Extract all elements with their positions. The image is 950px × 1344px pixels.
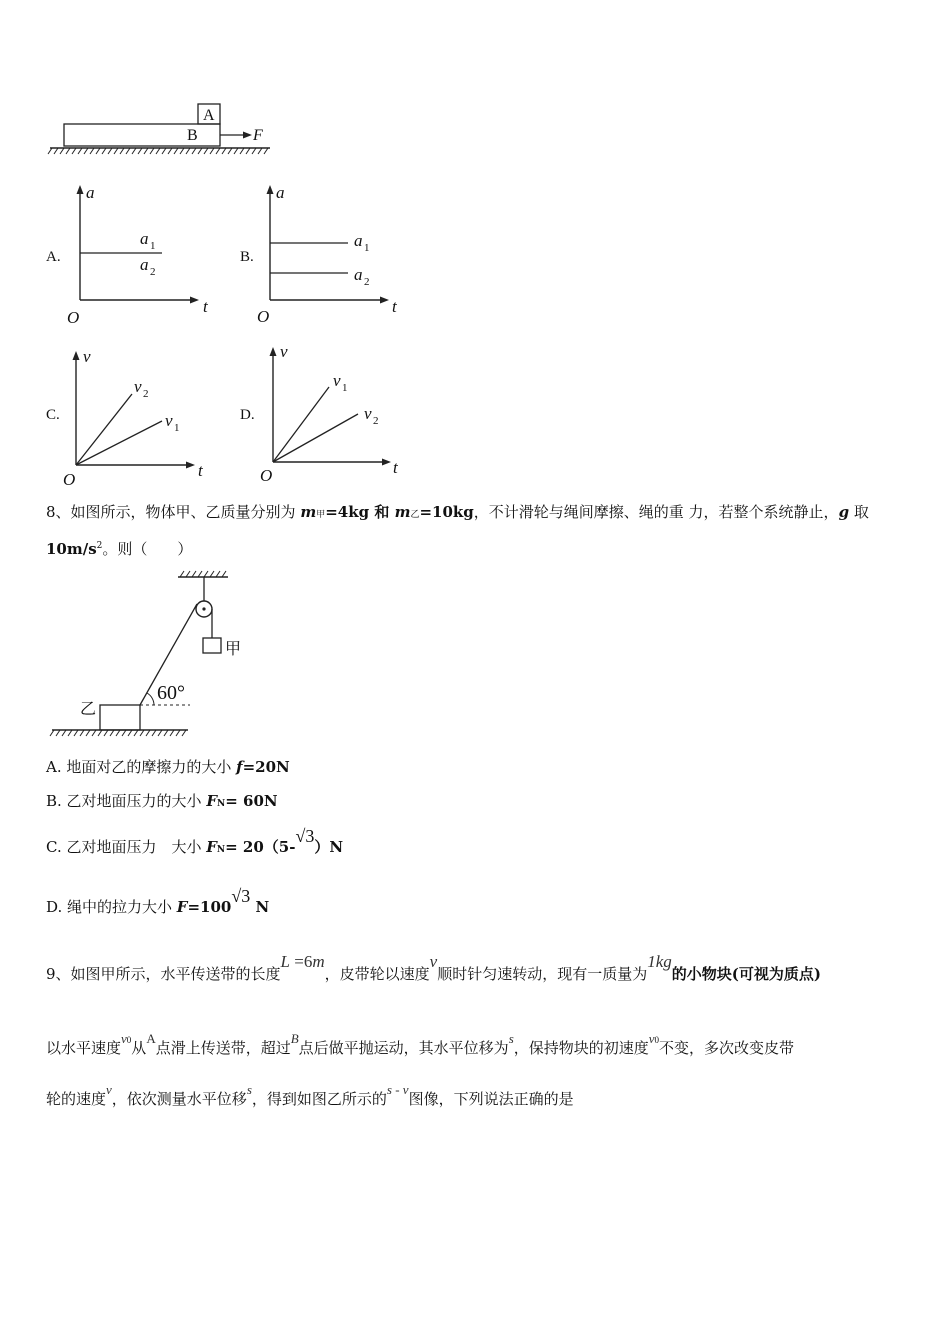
q8-option-d-value: =100 — [187, 898, 232, 916]
q8-option-b-sub: N — [216, 799, 226, 809]
q9-var-s2: s — [246, 1082, 252, 1097]
q8-option-d-sqrt: √3 — [231, 886, 251, 906]
label-a1: a — [354, 231, 363, 250]
q8-option-c-sub: N — [216, 845, 226, 855]
x-axis-label: t — [392, 297, 397, 316]
origin-label: O — [257, 307, 270, 326]
q8-g-sup: 2 — [96, 541, 103, 551]
label-a1-sub: 1 — [150, 240, 156, 252]
q9-line2 — [46, 1027, 795, 1057]
floor-hatch — [50, 730, 186, 736]
label-a2-sub: 2 — [364, 276, 370, 288]
q8-option-b-var: F — [206, 792, 217, 810]
q8-sub-jia: 甲 — [316, 510, 326, 520]
label-v2-sub: 2 — [143, 388, 149, 400]
label-a1: a — [140, 229, 149, 248]
q9-var-s: s — [508, 1031, 514, 1046]
q9-var-v0b: v — [648, 1031, 655, 1046]
q9-var-v2: v — [106, 1082, 112, 1097]
q9-text-13: ，得到如图乙所示的 — [251, 1090, 387, 1108]
mass-jia-box — [203, 638, 221, 653]
q8-text: 8、如图所示，物体甲、乙质量分别为 — [46, 503, 301, 521]
force-label: F — [253, 127, 263, 144]
q8-g-value: 10m/s — [46, 540, 97, 558]
option-d-letter[interactable]: D. — [240, 407, 255, 423]
q9-line3 — [46, 1078, 574, 1108]
q9-var-v0-sub: 0 — [126, 1035, 132, 1045]
q9-var-L: L — [280, 952, 291, 971]
origin-label: O — [67, 308, 80, 327]
q8-var-g: g — [838, 503, 850, 521]
mass-yi-label: 乙 — [80, 699, 97, 718]
x-axis-label: t — [393, 458, 398, 477]
q8-sub-yi: 乙 — [410, 510, 420, 520]
q8-option-a-text: A. 地面对乙的摩擦力的大小 — [46, 758, 237, 776]
origin-label: O — [63, 470, 76, 489]
q9-text-1: 9、如图甲所示，水平传送带的长度 — [46, 965, 281, 983]
q8-option-d-text: D. 绳中的拉力大小 — [46, 898, 177, 916]
q9-text-3: 顺时针匀速转动，现有一质量为 — [437, 965, 648, 983]
y-axis-label: v — [280, 342, 288, 361]
q9-text-12: ，依次测量水平位移 — [111, 1090, 247, 1108]
y-axis-label: v — [83, 347, 91, 366]
q9-text-4: 的小物块(可视为质点) — [671, 965, 821, 983]
q9-text-6: 从 — [131, 1039, 147, 1057]
label-v1-sub: 1 — [174, 422, 180, 434]
x-axis-label: t — [198, 461, 203, 480]
q8-option-b-value: = 60N — [225, 792, 278, 810]
q8-option-d[interactable] — [46, 886, 270, 916]
label-a1-sub: 1 — [364, 242, 370, 254]
q9-var-v0: v — [121, 1031, 127, 1046]
q9-text-5: 以水平速度 — [46, 1039, 122, 1057]
angle-arc — [147, 693, 154, 705]
q8-text-2: ，不计滑轮与绳间摩擦、绳的重 力，若整个系统静止， — [473, 503, 839, 521]
label-v2: v — [364, 404, 372, 423]
block-a-label: A — [203, 107, 215, 124]
q8-option-c[interactable] — [46, 826, 344, 856]
q8-var-m: m — [300, 503, 317, 521]
q8-text-3: 取 — [849, 503, 869, 521]
q9-sv-label: s - v — [386, 1082, 409, 1097]
option-b-letter[interactable]: B. — [240, 249, 254, 265]
label-v1: v — [165, 411, 173, 430]
q8-option-c-var: F — [206, 838, 217, 856]
q8-option-a[interactable] — [46, 756, 290, 777]
q8-option-a-value: =20N — [242, 758, 290, 776]
q9-line1 — [46, 951, 821, 983]
label-a2-sub: 2 — [150, 266, 156, 278]
q9-text-2: ，皮带轮以速度 — [324, 965, 430, 983]
q9-text-9: ，保持物块的初速度 — [513, 1039, 649, 1057]
label-v1-sub: 1 — [342, 382, 348, 394]
q8-mass-yi: =10kg — [419, 503, 474, 521]
option-a-letter[interactable]: A. — [46, 249, 61, 265]
q8-text-4: 。则（ ） — [102, 540, 193, 558]
y-axis-label: a — [276, 183, 285, 202]
q9-var-v0b-sub: 0 — [654, 1035, 660, 1045]
label-v1: v — [333, 371, 341, 390]
q8-option-d-var: F — [176, 898, 188, 916]
q8-option-b[interactable] — [46, 790, 278, 811]
q8-mass-jia: =4kg 和 — [325, 503, 395, 521]
pulley-axle — [202, 607, 205, 610]
label-v2: v — [134, 377, 142, 396]
q8-option-b-text: B. 乙对地面压力的大小 — [46, 792, 207, 810]
q9-point-A: A — [146, 1031, 156, 1046]
q9-text-10: 不变，多次改变皮带 — [659, 1039, 795, 1057]
x-axis-label: t — [203, 297, 208, 316]
option-c-letter[interactable]: C. — [46, 407, 60, 423]
q8-option-c-value: = 20（5- — [225, 838, 296, 856]
label-v2-sub: 2 — [373, 415, 379, 427]
ceiling-hatch — [180, 571, 226, 577]
angle-label: 60° — [157, 682, 185, 704]
q8-option-c-unit: ）N — [314, 838, 344, 856]
q9-unit-m: m — [312, 952, 325, 971]
y-axis-label: a — [86, 183, 95, 202]
q9-var-v: v — [429, 952, 438, 971]
q9-point-B: B — [290, 1031, 299, 1046]
q8-option-a-var: f — [236, 758, 243, 776]
q9-text-7: 点滑上传送带，超过 — [155, 1039, 291, 1057]
q9-mass: 1kg — [647, 952, 672, 971]
q9-text-14: 图像，下列说法正确的是 — [408, 1090, 574, 1108]
q9-eq: =6 — [290, 952, 313, 971]
mass-jia-label: 甲 — [225, 639, 242, 658]
block-b-label: B — [187, 127, 198, 144]
origin-label: O — [260, 466, 273, 485]
q8-option-c-sqrt: √3 — [295, 826, 315, 846]
mass-yi-box — [100, 705, 140, 730]
label-a2: a — [140, 255, 149, 274]
q9-text-11: 轮的速度 — [46, 1090, 107, 1108]
q8-option-c-text: C. 乙对地面压力 大小 — [46, 838, 207, 856]
q9-text-8: 点后做平抛运动，其水平位移为 — [298, 1039, 509, 1057]
q8-option-d-unit: N — [250, 898, 270, 916]
label-a2: a — [354, 265, 363, 284]
q8-var-m2: m — [394, 503, 411, 521]
